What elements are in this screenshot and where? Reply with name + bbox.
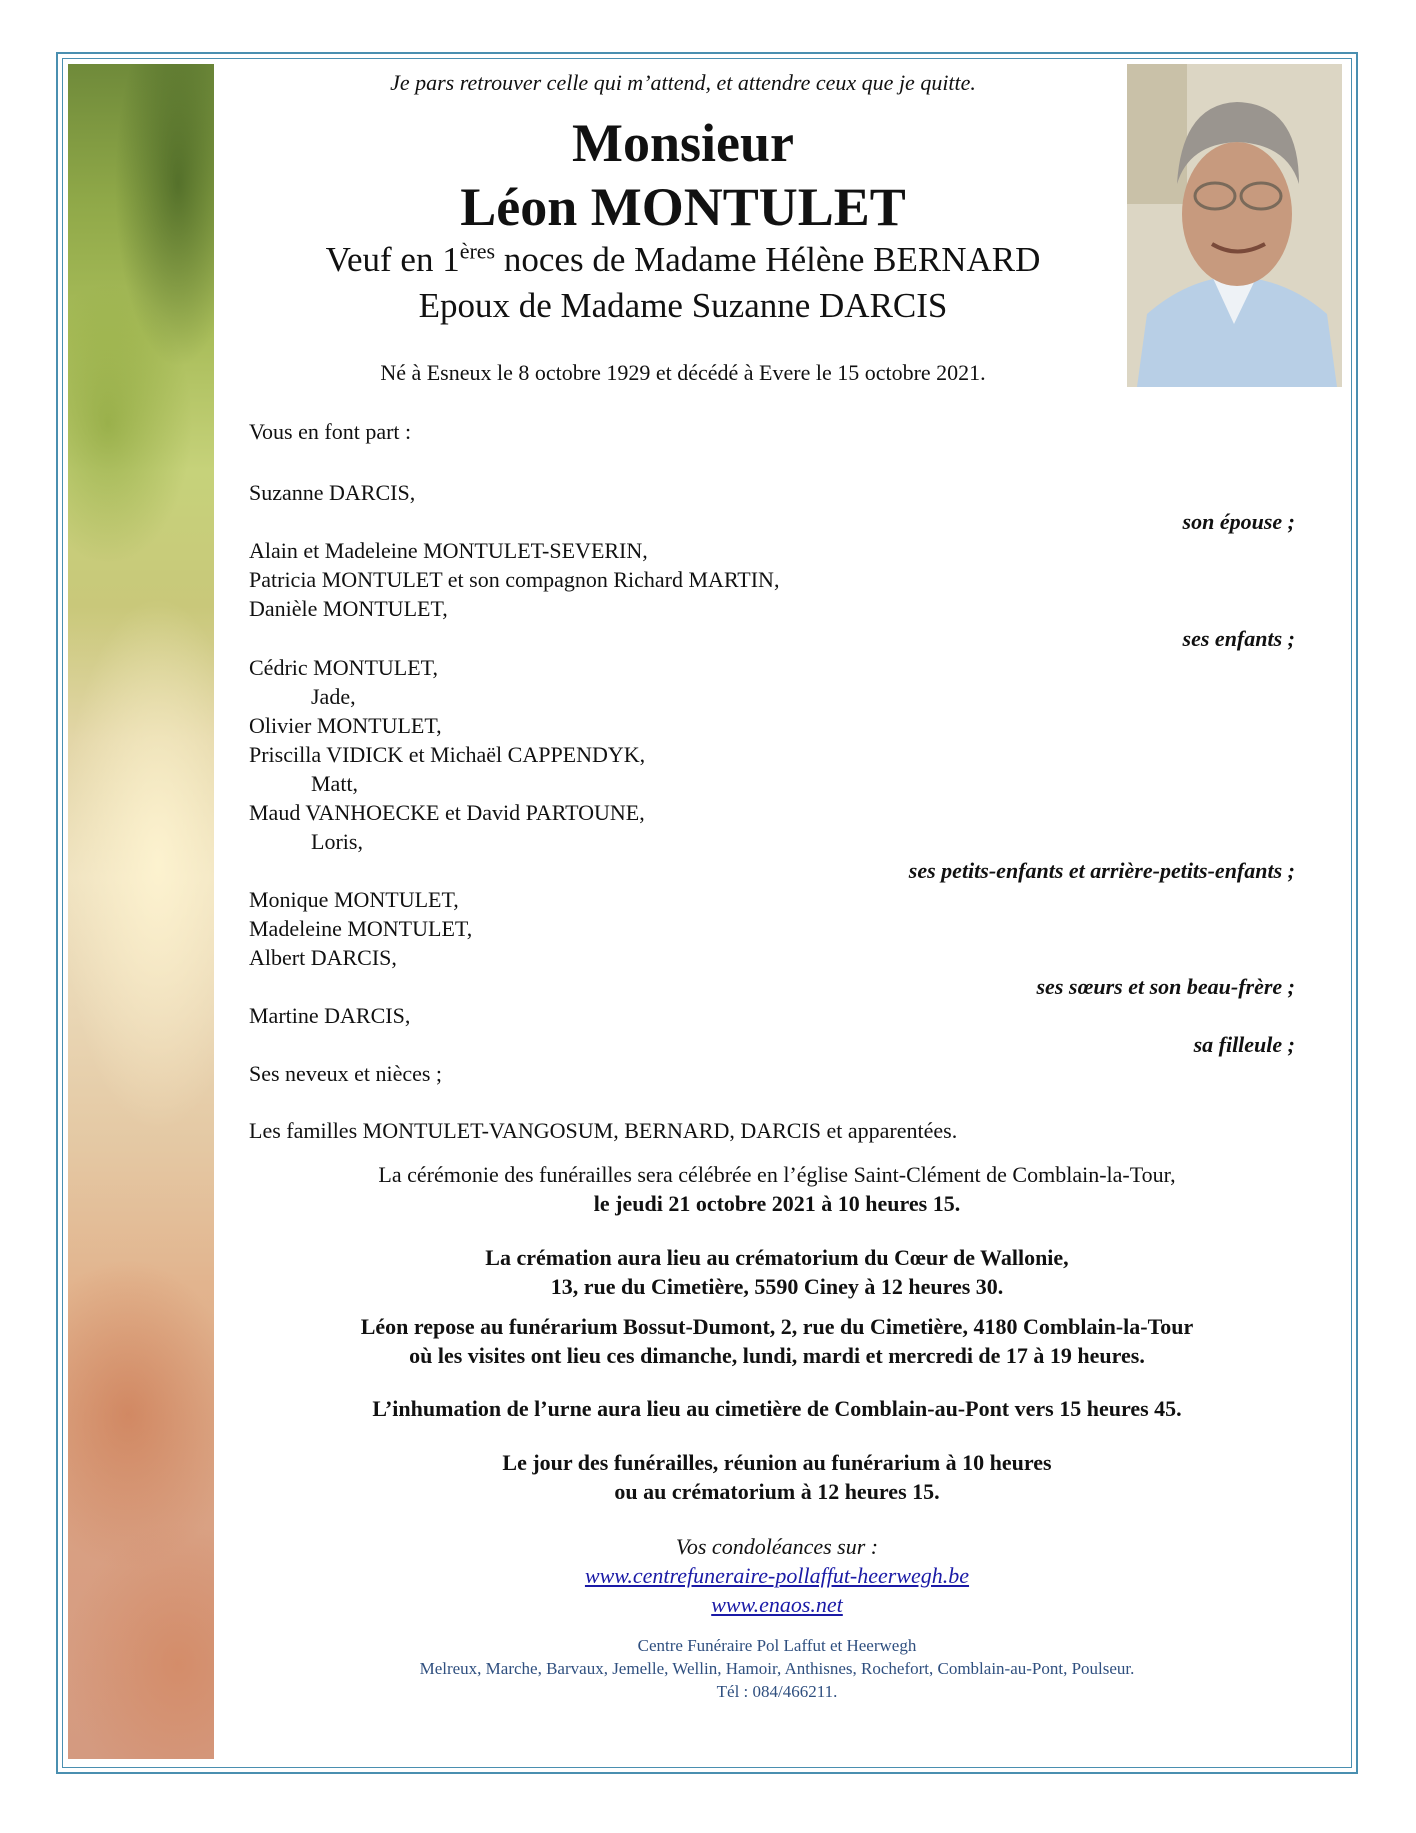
visits-line-1: Léon repose au funérarium Bossut-Dumont, 2, rue du Cimetière, 4180 Comblain-la-Tour (360, 1314, 1194, 1339)
family-member-line: Loris, (311, 829, 363, 854)
spouse-line: Epoux de Madame Suzanne DARCIS (418, 286, 948, 325)
portrait-photo (1127, 64, 1342, 387)
relation-label: ses petits-enfants et arrière-petits-enfants ; (908, 858, 1295, 883)
civility: Monsieur (572, 113, 794, 173)
family-member-line: Ses neveux et nièces ; (249, 1061, 443, 1086)
footer-locations: Melreux, Marche, Barvaux, Jemelle, Wellin, Hamoir, Anthisnes, Rochefort, Comblain-au-Pont, Poulseur. (419, 1659, 1135, 1678)
family-member-line: Jade, (311, 684, 356, 709)
cremation-line-2: 13, rue du Cimetière, 5590 Ciney à 12 heures 30. (550, 1274, 1004, 1299)
family-member-line: Maud VANHOECKE et David PARTOUNE, (249, 800, 645, 825)
relation-label: son épouse ; (1182, 509, 1295, 534)
relation-label: sa filleule ; (1193, 1032, 1295, 1057)
condolences-label: Vos condoléances sur : (675, 1534, 879, 1559)
widower-line (250, 240, 1116, 280)
epigraph: Je pars retrouver celle qui m’attend, et attendre ceux que je quitte. (390, 70, 976, 95)
condolences-link-2-wrap (214, 1592, 1340, 1618)
family-member-line: Madeleine MONTULET, (249, 916, 473, 941)
cremation-line-1: La crémation aura lieu au crématorium du Cœur de Wallonie, (485, 1245, 1069, 1270)
family-member-line: Albert DARCIS, (249, 945, 397, 970)
footer-phone: Tél : 084/466211. (716, 1682, 838, 1701)
family-member-line: Monique MONTULET, (249, 887, 459, 912)
ceremony-line-1: La cérémonie des funérailles sera célébrée en l’église Saint-Clément de Comblain-la-Tour, (378, 1162, 1176, 1187)
family-member-line: Alain et Madeleine MONTULET-SEVERIN, (249, 538, 648, 563)
condolences-link-funeral-center[interactable]: www.centrefuneraire-pollaffut-heerwegh.be (584, 1563, 970, 1588)
forest-path-image (68, 64, 214, 1759)
family-member-line: Olivier MONTULET, (249, 713, 442, 738)
widower-superscript: ères (459, 238, 496, 264)
widower-prefix: Veuf en 1 (325, 240, 460, 279)
widower-suffix: noces de Madame Hélène BERNARD (495, 240, 1041, 279)
relation-label: ses enfants ; (1182, 626, 1295, 651)
visits-line-2: où les visites ont lieu ces dimanche, lundi, mardi et mercredi de 17 à 19 heures. (409, 1343, 1145, 1368)
urn-burial-line: L’inhumation de l’urne aura lieu au cimetière de Comblain-au-Pont vers 15 heures 45. (372, 1396, 1182, 1421)
footer-company-name: Centre Funéraire Pol Laffut et Heerwegh (637, 1636, 917, 1655)
relation-label: ses sœurs et son beau-frère ; (1036, 974, 1295, 999)
family-member-line: Martine DARCIS, (249, 1003, 411, 1028)
family-member-line: Les familles MONTULET-VANGOSUM, BERNARD, DARCIS et apparentées. (249, 1118, 958, 1143)
family-member-line: Cédric MONTULET, (249, 655, 438, 680)
family-member-line: Matt, (311, 771, 359, 796)
family-member-line: Priscilla VIDICK et Michaël CAPPENDYK, (249, 742, 646, 767)
announcement-lead: Vous en font part : (249, 419, 412, 444)
family-member-line: Patricia MONTULET et son compagnon Richard MARTIN, (249, 567, 780, 592)
meeting-line-2: ou au crématorium à 12 heures 15. (614, 1479, 940, 1504)
family-member-line: Suzanne DARCIS, (249, 480, 416, 505)
birth-death-line: Né à Esneux le 8 octobre 1929 et décédé à Evere le 15 octobre 2021. (380, 360, 986, 385)
deceased-name: Léon MONTULET (460, 177, 906, 237)
condolences-link-enaos[interactable]: www.enaos.net (711, 1592, 843, 1617)
ceremony-line-2: le jeudi 21 octobre 2021 à 10 heures 15. (593, 1191, 961, 1216)
family-member-line: Danièle MONTULET, (249, 596, 448, 621)
meeting-line-1: Le jour des funérailles, réunion au funérarium à 10 heures (502, 1450, 1052, 1475)
condolences-link-1-wrap (214, 1563, 1340, 1589)
